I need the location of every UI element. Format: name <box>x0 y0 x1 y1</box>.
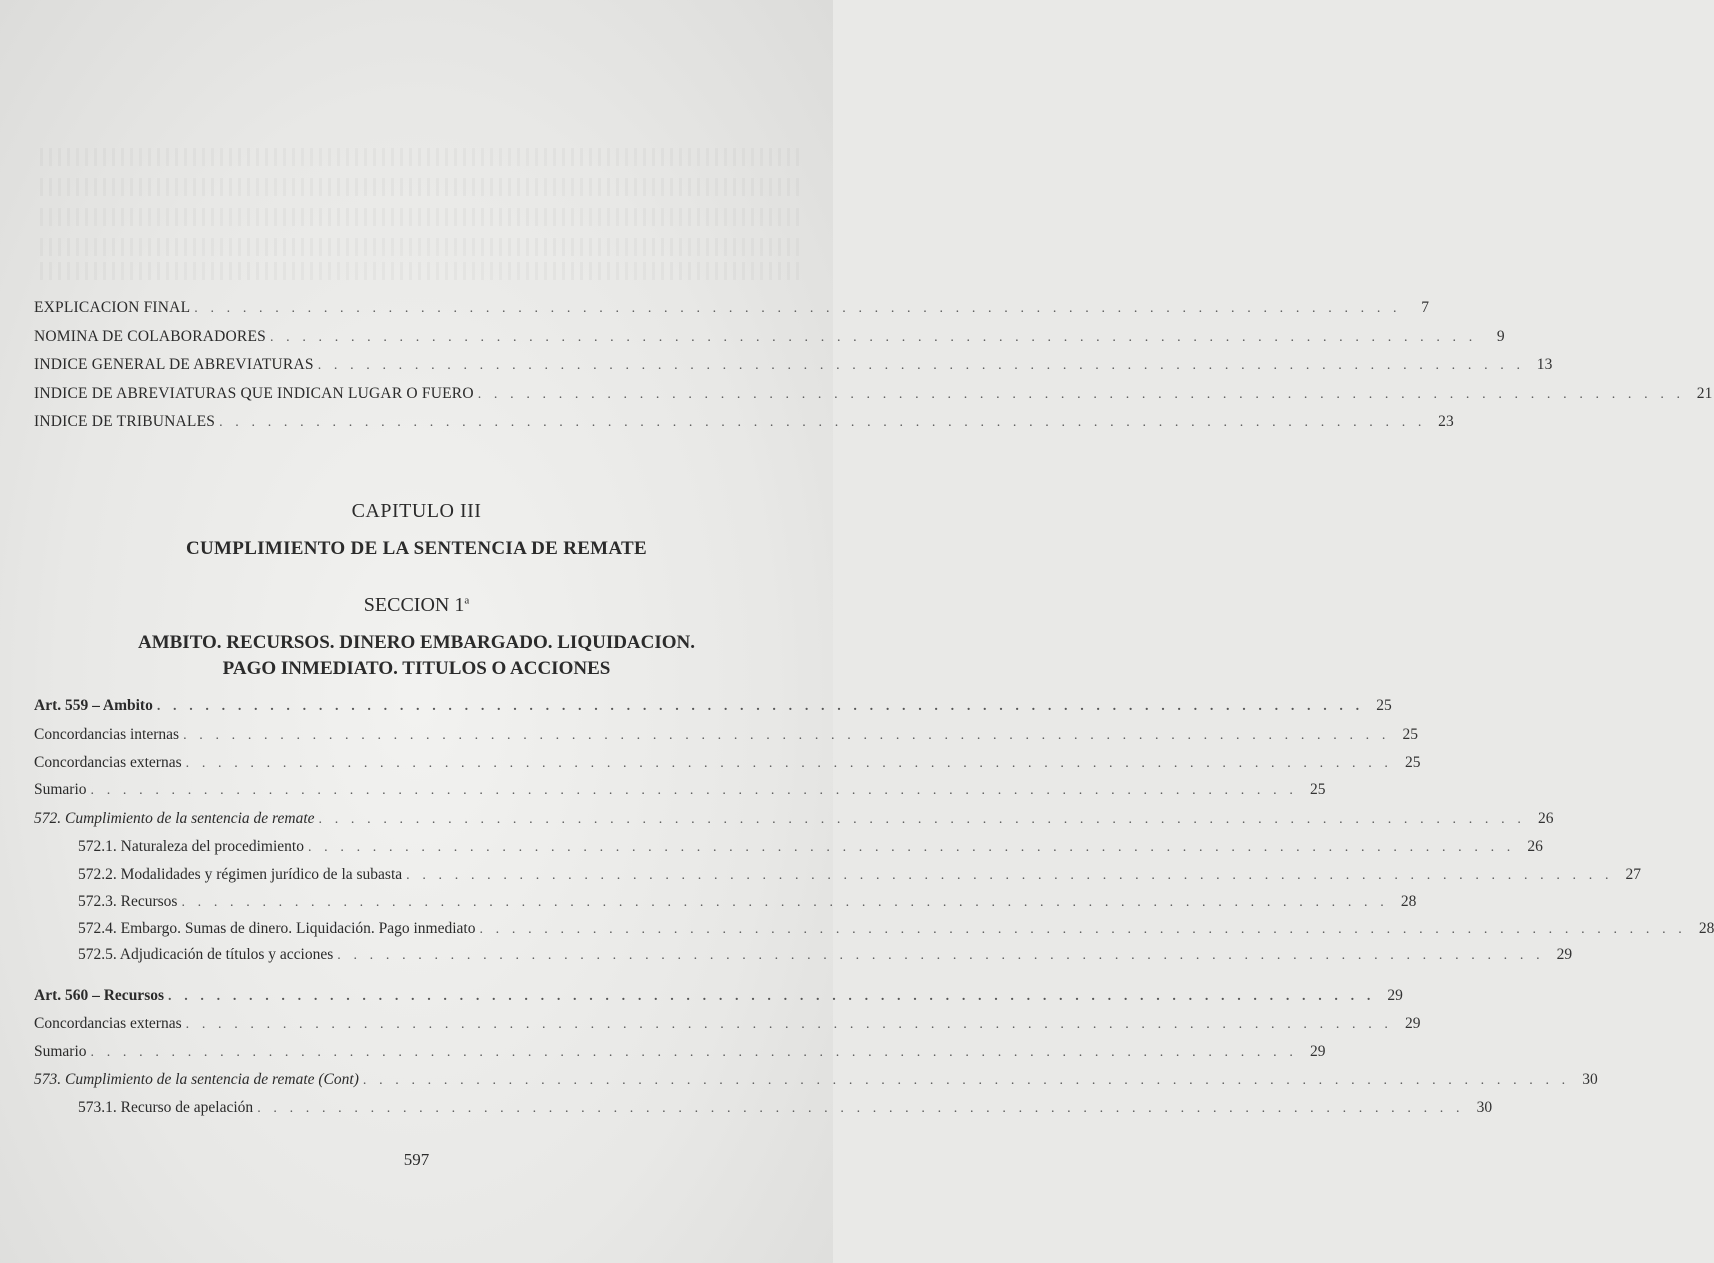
toc-label: INDICE DE TRIBUNALES <box>34 413 216 430</box>
toc-label: Sumario <box>34 1043 87 1060</box>
toc-label: Concordancias internas <box>34 726 180 743</box>
toc-page: 26 <box>1537 810 1554 827</box>
section-number-text: SECCION 1 <box>363 594 465 616</box>
dot-leader: . . . . . . . . . . . . . . . . . . . . . . . . . . . . . . . . . . . . . . . . . . . . . . . . . . . . . . . . . . . . . . . . . . . . . . . . . . . <box>90 783 1298 798</box>
page-number: 597 <box>403 1150 430 1169</box>
dot-leader: . . . . . . . . . . . . . . . . . . . . . . . . . . . . . . . . . . . . . . . . . . . . . . . . . . . . . . . . . . . . . . . . . . . . . . . . . . . <box>183 728 1390 743</box>
toc-label: Concordancias externas <box>34 1015 182 1032</box>
toc-label: EXPLICACION FINAL <box>34 299 191 316</box>
toc-label: 572.1. Naturaleza del procedimiento <box>78 838 304 855</box>
toc-label: 573. Cumplimiento de la sentencia de remate (Cont) <box>34 1071 359 1088</box>
toc-subentry <box>78 919 1714 940</box>
dot-leader: . . . . . . . . . . . . . . . . . . . . . . . . . . . . . . . . . . . . . . . . . . . . . . . . . . . . . . . . . . . . . . . . . . . . . . . . . . . <box>307 840 1515 855</box>
dot-leader: . . . . . . . . . . . . . . . . . . . . . . . . . . . . . . . . . . . . . . . . . . . . . . . . . . . . . . . . . . . . . . . . . . . . . . . . . . . <box>168 989 1375 1004</box>
toc-page: 25 <box>1402 726 1418 743</box>
toc-entry <box>34 753 1421 774</box>
toc-subentry <box>78 1098 1493 1119</box>
toc-label: Sumario <box>34 781 87 798</box>
section-number-sup: a <box>464 594 470 607</box>
dot-leader: . . . . . . . . . . . . . . . . . . . . . . . . . . . . . . . . . . . . . . . . . . . . . . . . . . . . . . . . . . . . . . . . . . . . . . . . . . . <box>90 1045 1298 1060</box>
toc-label: INDICE DE ABREVIATURAS QUE INDICAN LUGAR O FUERO <box>34 385 474 402</box>
toc-label: NOMINA DE COLABORADORES <box>34 328 266 345</box>
dot-leader: . . . . . . . . . . . . . . . . . . . . . . . . . . . . . . . . . . . . . . . . . . . . . . . . . . . . . . . . . . . . . . . . . . . . . . . . . . . <box>317 358 1525 373</box>
dot-leader: . . . . . . . . . . . . . . . . . . . . . . . . . . . . . . . . . . . . . . . . . . . . . . . . . . . . . . . . . . . . . . . . . . . . . . . . . . . <box>318 812 1526 827</box>
dot-leader: . . . . . . . . . . . . . . . . . . . . . . . . . . . . . . . . . . . . . . . . . . . . . . . . . . . . . . . . . . . . . . . . . . . . . . . . . . . <box>477 387 1685 402</box>
toc-label: 572.2. Modalidades y régimen jurídico de la subasta <box>78 866 403 883</box>
dot-leader: . . . . . . . . . . . . . . . . . . . . . . . . . . . . . . . . . . . . . . . . . . . . . . . . . . . . . . . . . . . . . . . . . . . . . . . . . . . <box>269 330 1477 345</box>
show-through-text <box>40 262 800 280</box>
toc-page: 25 <box>1405 754 1421 771</box>
toc-page: 29 <box>1556 946 1573 963</box>
toc-label: 572.3. Recursos <box>78 893 178 910</box>
toc-entry <box>34 384 1713 405</box>
dot-leader: . . . . . . . . . . . . . . . . . . . . . . . . . . . . . . . . . . . . . . . . . . . . . . . . . . . . . . . . . . . . . . . . . . . . . . . . . . . <box>406 868 1614 883</box>
toc-page: 23 <box>1438 413 1454 430</box>
toc-page: 25 <box>1376 697 1392 714</box>
toc-subentry <box>78 945 1573 966</box>
toc-page: 28 <box>1698 920 1714 937</box>
toc-page: 7 <box>1421 299 1430 316</box>
toc-subentry <box>78 837 1543 858</box>
toc-label: INDICE GENERAL DE ABREVIATURAS <box>34 356 314 373</box>
toc-label: 573.1. Recurso de apelación <box>78 1099 254 1116</box>
dot-leader: . . . . . . . . . . . . . . . . . . . . . . . . . . . . . . . . . . . . . . . . . . . . . . . . . . . . . . . . . . . . . . . . . . . . . . . . . . . <box>257 1101 1465 1116</box>
article-heading <box>34 696 1392 717</box>
dot-leader: . . . . . . . . . . . . . . . . . . . . . . . . . . . . . . . . . . . . . . . . . . . . . . . . . . . . . . . . . . . . . . . . . . . . . . . . . . . <box>479 922 1687 937</box>
dot-leader: . . . . . . . . . . . . . . . . . . . . . . . . . . . . . . . . . . . . . . . . . . . . . . . . . . . . . . . . . . . . . . . . . . . . . . . . . . . <box>156 699 1364 714</box>
toc-page: 13 <box>1536 356 1553 373</box>
section-number <box>0 594 833 617</box>
dot-leader: . . . . . . . . . . . . . . . . . . . . . . . . . . . . . . . . . . . . . . . . . . . . . . . . . . . . . . . . . . . . . . . . . . . . . . . . . . . <box>362 1073 1570 1088</box>
dot-leader: . . . . . . . . . . . . . . . . . . . . . . . . . . . . . . . . . . . . . . . . . . . . . . . . . . . . . . . . . . . . . . . . . . . . . . . . . . . <box>185 1017 1393 1032</box>
toc-page: 28 <box>1400 893 1417 910</box>
show-through-text <box>40 238 800 256</box>
show-through-text <box>40 208 800 226</box>
dot-leader: . . . . . . . . . . . . . . . . . . . . . . . . . . . . . . . . . . . . . . . . . . . . . . . . . . . . . . . . . . . . . . . . . . . . . . . . . . . <box>181 895 1389 910</box>
toc-label: 572.5. Adjudicación de títulos y acciones <box>78 946 334 963</box>
toc-entry <box>34 809 1554 830</box>
chapter-number: CAPITULO III <box>351 500 482 522</box>
section-title <box>0 630 833 682</box>
toc-entry <box>34 1014 1421 1035</box>
toc-label: Art. 559 – Ambito <box>34 697 153 714</box>
dot-leader: . . . . . . . . . . . . . . . . . . . . . . . . . . . . . . . . . . . . . . . . . . . . . . . . . . . . . . . . . . . . . . . . . . . . . . . . . . . <box>194 301 1402 316</box>
toc-page: 21 <box>1696 385 1713 402</box>
toc-label: 572.4. Embargo. Sumas de dinero. Liquidación. Pago inmediato <box>78 920 476 937</box>
dot-leader: . . . . . . . . . . . . . . . . . . . . . . . . . . . . . . . . . . . . . . . . . . . . . . . . . . . . . . . . . . . . . . . . . . . . . . . . . . . <box>337 948 1545 963</box>
toc-entry <box>34 355 1553 376</box>
toc-page: 30 <box>1582 1071 1598 1088</box>
article-heading <box>34 986 1403 1007</box>
toc-label: 572. Cumplimiento de la sentencia de remate <box>34 810 315 827</box>
section-title-line: PAGO INMEDIATO. TITULOS O ACCIONES <box>222 658 611 679</box>
section-title-line: AMBITO. RECURSOS. DINERO EMBARGADO. LIQUIDACION. <box>137 632 696 653</box>
show-through-text <box>40 148 800 166</box>
toc-entry <box>34 1070 1598 1091</box>
toc-entry <box>34 412 1454 433</box>
toc-page: 30 <box>1476 1099 1493 1116</box>
toc-entry <box>34 725 1418 746</box>
toc-page: 29 <box>1309 1043 1326 1060</box>
toc-page: 29 <box>1387 987 1403 1004</box>
toc-page: 26 <box>1527 838 1543 855</box>
toc-page: 27 <box>1625 866 1642 883</box>
toc-page: 9 <box>1496 328 1505 345</box>
toc-label: Art. 560 – Recursos <box>34 987 165 1004</box>
dot-leader: . . . . . . . . . . . . . . . . . . . . . . . . . . . . . . . . . . . . . . . . . . . . . . . . . . . . . . . . . . . . . . . . . . . . . . . . . . . <box>219 415 1426 430</box>
show-through-text <box>40 178 800 196</box>
toc-entry <box>34 1042 1326 1063</box>
toc-entry <box>34 327 1505 348</box>
toc-subentry <box>78 865 1642 886</box>
toc-entry <box>34 780 1326 801</box>
toc-page: 25 <box>1309 781 1326 798</box>
chapter-title: CUMPLIMIENTO DE LA SENTENCIA DE REMATE <box>186 538 647 559</box>
toc-label: Concordancias externas <box>34 754 182 771</box>
dot-leader: . . . . . . . . . . . . . . . . . . . . . . . . . . . . . . . . . . . . . . . . . . . . . . . . . . . . . . . . . . . . . . . . . . . . . . . . . . . <box>185 756 1393 771</box>
toc-entry <box>34 298 1430 319</box>
toc-page: 29 <box>1405 1015 1421 1032</box>
toc-subentry <box>78 892 1417 913</box>
